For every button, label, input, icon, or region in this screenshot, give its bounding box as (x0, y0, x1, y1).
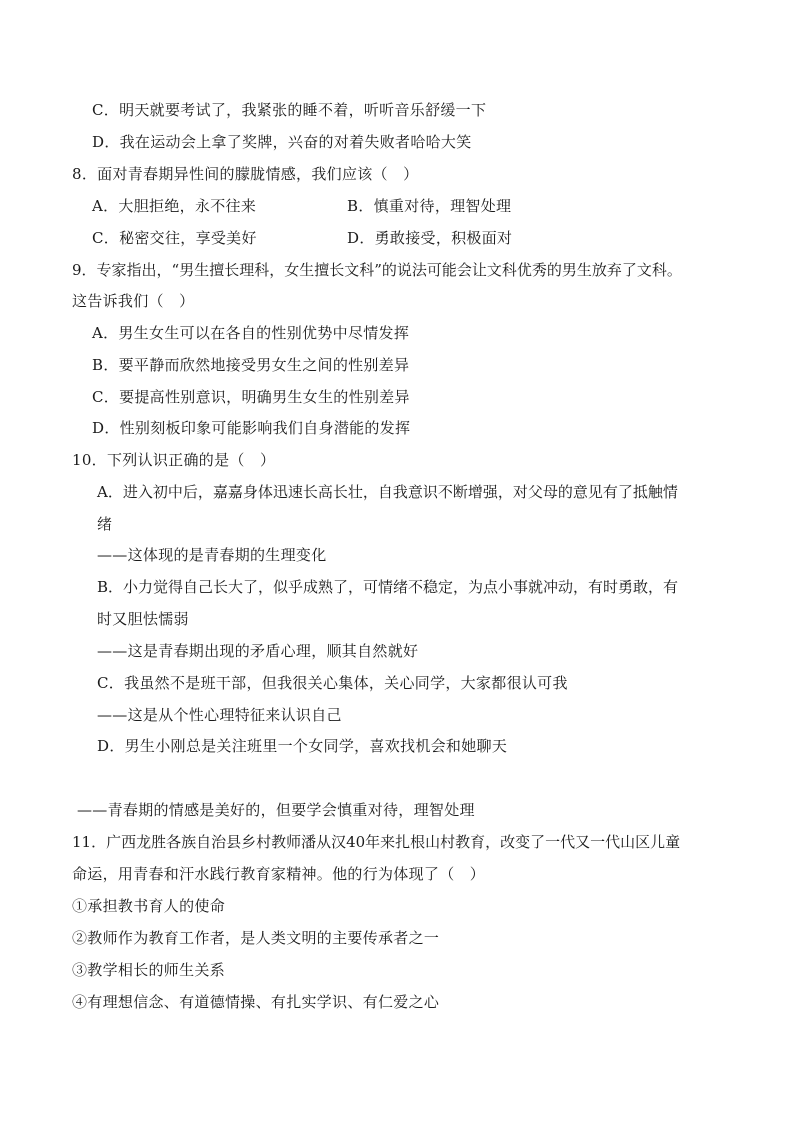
q9-stem-line2: 这告诉我们（ ） (72, 292, 195, 310)
q10-option-c-line1: C．我虽然不是班干部，但我很关心集体，关心同学，大家都很认可我 (97, 674, 568, 692)
q10-option-a-note: ——这体现的是青春期的生理变化 (97, 546, 327, 564)
q10-option-c-note: ——这是从个性心理特征来认识自己 (97, 706, 342, 724)
q10-option-b-note: ——这是青春期出现的矛盾心理，顺其自然就好 (97, 642, 419, 660)
q8-option-d: D．勇敢接受，积极面对 (347, 229, 513, 247)
q10-option-d-line1: D．男生小刚总是关注班里一个女同学，喜欢找机会和她聊天 (97, 737, 508, 755)
q11-item-2: ②教师作为教育工作者，是人类文明的主要传承者之一 (72, 929, 440, 947)
q10-option-d-note: ——青春期的情感是美好的，但要学会慎重对待，理智处理 (77, 801, 475, 819)
q9-stem-line1: 9．专家指出，“男生擅长理科，女生擅长文科”的说法可能会让文科优秀的男生放弃了文科。 (72, 261, 682, 279)
q10-option-a-line1: A．进入初中后，嘉嘉身体迅速长高长壮，自我意识不断增强，对父母的意见有了抵触情 (97, 483, 678, 501)
q11-stem-line1: 11．广西龙胜各族自治县乡村教师潘从汉40年来扎根山村教育，改变了一代又一代山区儿童 (72, 833, 681, 851)
q9-option-d: D．性别刻板印象可能影响我们自身潜能的发挥 (92, 419, 411, 437)
q10-option-a-line2: 绪 (97, 515, 113, 533)
q8-stem: 8．面对青春期异性间的朦胧情感，我们应该（ ） (72, 165, 419, 183)
q8-option-b: B．慎重对待，理智处理 (347, 197, 512, 215)
q9-option-a: A．男生女生可以在各自的性别优势中尽情发挥 (92, 324, 410, 342)
q11-item-1: ①承担教书育人的使命 (72, 897, 226, 915)
q8-option-a: A．大胆拒绝，永不往来 (92, 197, 257, 215)
q9-option-c: C．要提高性别意识，明确男生女生的性别差异 (92, 388, 410, 406)
q10-option-b-line1: B．小力觉得自己长大了，似乎成熟了，可情绪不稳定，为点小事就冲动，有时勇敢，有 (97, 578, 679, 596)
q11-stem-line2: 命运，用青春和汗水践行教育家精神。他的行为体现了（ ） (72, 865, 486, 883)
q7-option-d: D．我在运动会上拿了奖牌，兴奋的对着失败者哈哈大笑 (92, 133, 472, 151)
q11-item-3: ③教学相长的师生关系 (72, 961, 226, 979)
q11-item-4: ④有理想信念、有道德情操、有扎实学识、有仁爱之心 (72, 993, 440, 1011)
q10-option-b-line2: 时又胆怯懦弱 (97, 610, 189, 628)
q10-stem: 10．下列认识正确的是（ ） (72, 451, 276, 469)
q7-option-c: C．明天就要考试了，我紧张的睡不着，听听音乐舒缓一下 (92, 101, 487, 119)
q9-option-b: B．要平静而欣然地接受男女生之间的性别差异 (92, 356, 410, 374)
q8-option-c: C．秘密交往，享受美好 (92, 229, 257, 247)
